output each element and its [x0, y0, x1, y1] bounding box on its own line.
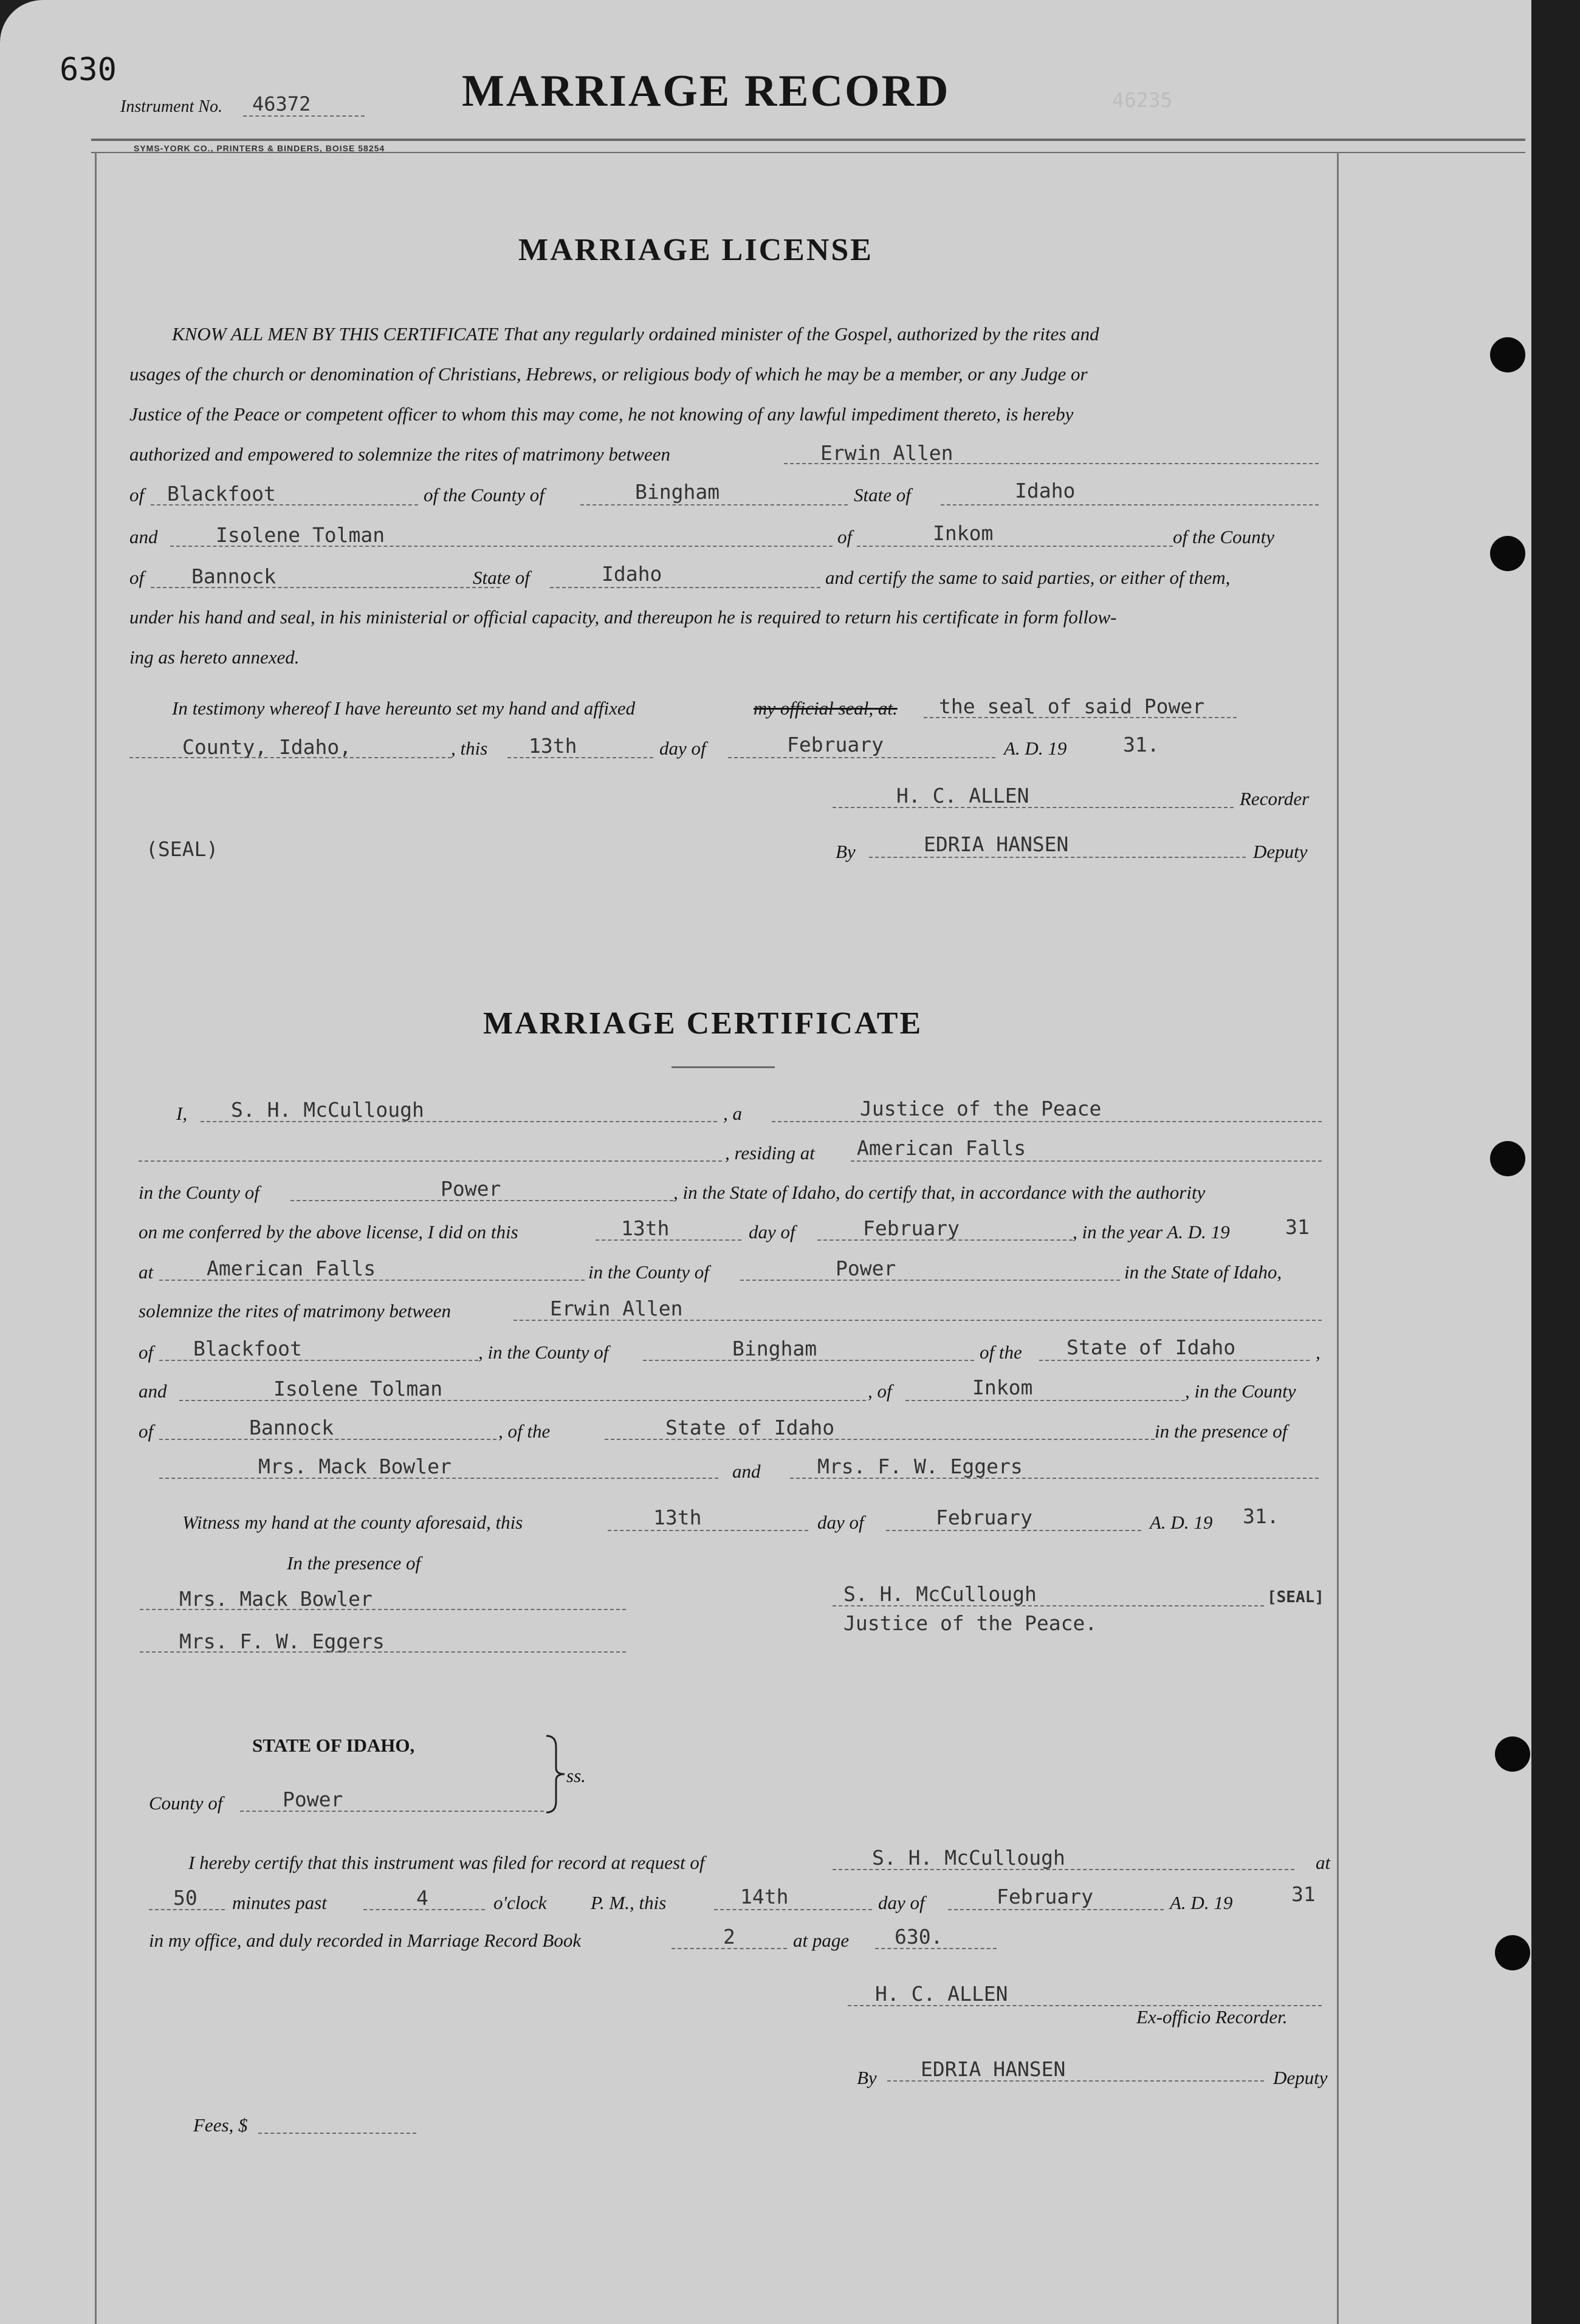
- signing-witness-two: Mrs. F. W. Eggers: [179, 1630, 385, 1653]
- certificate-bride-state: State of Idaho: [665, 1416, 835, 1439]
- punch-hole: [1495, 1736, 1530, 1772]
- fill-line: [784, 463, 1319, 464]
- in-presence-label: In the presence of: [287, 1552, 421, 1574]
- fill-line: [772, 1121, 1322, 1122]
- fill-line: [159, 1439, 496, 1440]
- label: minutes past: [232, 1892, 327, 1913]
- fill-line: [941, 504, 1319, 506]
- label: , this: [451, 738, 488, 759]
- filing-deputy-name: EDRIA HANSEN: [921, 2057, 1066, 2081]
- filing-county: Power: [283, 1788, 343, 1811]
- witness-year: 31.: [1243, 1504, 1279, 1528]
- signature-line: [887, 2080, 1264, 2082]
- recorder-label: Recorder: [1240, 788, 1310, 809]
- witness-day: 13th: [653, 1506, 702, 1529]
- fill-line: [886, 1530, 1141, 1531]
- testimony-fill: the seal of said Power: [939, 694, 1205, 718]
- label: of: [837, 526, 853, 547]
- label: solemnize the rites of matrimony between: [139, 1300, 451, 1321]
- signature-line: [833, 807, 1234, 808]
- label: P. M., this: [591, 1892, 667, 1913]
- fill-line: [159, 1280, 585, 1281]
- fill-line: [159, 1360, 478, 1361]
- license-bride-state: Idaho: [602, 562, 662, 586]
- page-title: MARRIAGE RECORD: [462, 66, 950, 116]
- label: , in the County: [1185, 1380, 1296, 1402]
- fill-line: [129, 757, 452, 758]
- certificate-bride-county: Bannock: [249, 1416, 334, 1439]
- label: of the County of: [424, 484, 544, 506]
- fill-line: [258, 2133, 416, 2134]
- label: and: [129, 526, 158, 547]
- recorder-name: H. C. ALLEN: [896, 784, 1029, 807]
- fill-line: [605, 1439, 1155, 1440]
- fill-line: [201, 1121, 717, 1122]
- punch-hole: [1490, 536, 1525, 571]
- certificate-groom-city: Blackfoot: [193, 1337, 302, 1360]
- label: , in the year A. D. 19: [1073, 1221, 1230, 1243]
- signing-witness-one: Mrs. Mack Bowler: [179, 1587, 373, 1611]
- ceremony-place: American Falls: [207, 1256, 376, 1280]
- license-bride-name: Isolene Tolman: [216, 523, 385, 547]
- label: on me conferred by the above license, I did on this: [139, 1221, 518, 1243]
- label: day of: [659, 738, 706, 759]
- label: of: [129, 484, 145, 506]
- fill-line: [159, 1478, 718, 1479]
- fill-line: [151, 587, 500, 588]
- label: day of: [817, 1512, 864, 1533]
- witness-two: Mrs. F. W. Eggers: [817, 1455, 1023, 1478]
- label: of the County: [1173, 526, 1275, 547]
- certificate-day: 13th: [621, 1216, 670, 1240]
- label: at: [139, 1261, 154, 1283]
- fill-line: [240, 1811, 544, 1812]
- fill-line: [790, 1478, 1319, 1479]
- fill-line: [857, 546, 1173, 547]
- header-rule: [91, 139, 1525, 141]
- license-day: 13th: [529, 734, 577, 758]
- signature-line: [869, 857, 1246, 858]
- fill-line: [580, 504, 848, 506]
- deputy-title: Deputy: [1273, 2067, 1328, 2088]
- right-margin-rule: [1337, 152, 1339, 2324]
- testimony-text: In testimony whereof I have hereunto set my hand and affixed: [172, 698, 636, 719]
- license-groom-city: Blackfoot: [167, 482, 276, 506]
- fill-line: [596, 1239, 741, 1241]
- instrument-underline: [243, 115, 365, 117]
- fill-line: [905, 1400, 1185, 1401]
- certificate-county: Power: [441, 1177, 501, 1201]
- officiant-signature: S. H. McCullough: [843, 1582, 1037, 1606]
- officiant-residence: American Falls: [857, 1136, 1026, 1160]
- fill-line: [672, 1948, 787, 1949]
- license-bride-county: Bannock: [191, 564, 276, 588]
- instrument-number: 46372: [252, 92, 311, 115]
- label: day of: [749, 1221, 795, 1243]
- fill-line: [507, 757, 653, 758]
- label: , residing at: [725, 1142, 815, 1164]
- label: and: [139, 1380, 167, 1402]
- label: in the presence of: [1155, 1421, 1288, 1442]
- label: of: [129, 567, 145, 588]
- label: I,: [176, 1103, 188, 1124]
- fill-line: [179, 1400, 866, 1401]
- filing-recorder-name: H. C. ALLEN: [875, 1982, 1008, 2006]
- fill-line: [924, 717, 1237, 718]
- license-paragraph-line: under his hand and seal, in his ministerial or official capacity, and thereupon he is required to return his certificate in form follow-: [129, 606, 1117, 628]
- fill-line: [740, 1280, 1120, 1281]
- fill-line: [948, 1909, 1164, 1910]
- license-heading: MARRIAGE LICENSE: [518, 233, 873, 267]
- fill-line: [817, 1239, 1073, 1241]
- record-page: 630.: [895, 1925, 943, 1949]
- filing-hour: 4: [416, 1886, 428, 1910]
- label: State of: [854, 484, 911, 506]
- label: By: [857, 2067, 877, 2088]
- label: State of: [473, 567, 530, 588]
- deputy-name: EDRIA HANSEN: [924, 832, 1069, 856]
- license-paragraph-line: ing as hereto annexed.: [129, 646, 300, 668]
- record-book: 2: [723, 1925, 735, 1949]
- label: and certify the same to said parties, or either of them,: [825, 567, 1231, 588]
- fill-line: [151, 504, 418, 506]
- left-margin-rule: [95, 152, 97, 2324]
- label: of: [139, 1342, 154, 1363]
- page-number: 630: [60, 52, 117, 88]
- label: ,: [1316, 1342, 1321, 1363]
- label: in the County of: [588, 1261, 709, 1283]
- label: By: [836, 841, 856, 862]
- label: in the County of: [139, 1182, 259, 1203]
- certificate-year: 31: [1285, 1215, 1310, 1239]
- signature-line: [140, 1609, 626, 1610]
- fill-line: [875, 1948, 997, 1949]
- bleed-through-number: 46235: [1112, 88, 1173, 112]
- fill-line: [833, 1869, 1294, 1870]
- label: of: [139, 1421, 154, 1442]
- fill-line: [363, 1909, 485, 1910]
- label: day of: [878, 1892, 925, 1913]
- label: A. D. 19: [1170, 1892, 1233, 1913]
- ss-label: ss.: [566, 1765, 586, 1786]
- testimony-fill-continued: County, Idaho,: [182, 735, 352, 759]
- fill-line: [728, 757, 995, 758]
- label: in the State of Idaho,: [1124, 1261, 1282, 1283]
- fill-line: [851, 1160, 1322, 1162]
- filing-month: February: [997, 1885, 1093, 1908]
- fees-label: Fees, $: [193, 2114, 248, 2136]
- punch-hole: [1490, 1141, 1525, 1176]
- label: County of: [149, 1792, 223, 1814]
- fill-line: [550, 587, 820, 588]
- fill-line: [514, 1320, 1322, 1321]
- filing-year: 31: [1291, 1882, 1316, 1906]
- label: at page: [793, 1930, 850, 1951]
- label: and: [732, 1461, 761, 1482]
- certificate-bride-city: Inkom: [972, 1376, 1033, 1399]
- certificate-month: February: [863, 1216, 960, 1240]
- license-year: 31.: [1123, 733, 1159, 756]
- certificate-groom-name: Erwin Allen: [550, 1297, 683, 1320]
- ceremony-county: Power: [836, 1256, 896, 1280]
- instrument-label: Instrument No.: [120, 97, 222, 116]
- certificate-groom-state: State of Idaho: [1066, 1335, 1236, 1359]
- heading-rule: [672, 1066, 775, 1068]
- label: A. D. 19: [1150, 1512, 1213, 1533]
- printer-credit: SYMS-YORK CO., PRINTERS & BINDERS, BOISE 58254: [134, 143, 385, 153]
- fill-line: [170, 546, 833, 547]
- label: A. D. 19: [1004, 738, 1067, 759]
- seal-text: (SEAL): [146, 837, 219, 861]
- state-label: STATE OF IDAHO,: [252, 1735, 415, 1756]
- label: , in the County of: [478, 1342, 609, 1363]
- deputy-label: Deputy: [1253, 841, 1308, 862]
- officiant-office: Justice of the Peace: [860, 1097, 1102, 1120]
- license-groom-name: Erwin Allen: [820, 441, 953, 465]
- license-bride-city: Inkom: [933, 521, 994, 545]
- fill-line: [714, 1909, 872, 1910]
- punch-hole: [1490, 337, 1525, 372]
- label: , a: [723, 1103, 742, 1124]
- license-paragraph-line: Justice of the Peace or competent officer to whom this may come, he not knowing of any lawful impediment thereto, is hereby: [129, 403, 1074, 425]
- certificate-heading: MARRIAGE CERTIFICATE: [483, 1006, 923, 1041]
- certificate-groom-county: Bingham: [732, 1337, 817, 1360]
- label: I hereby certify that this instrument was filed for record at request of: [188, 1852, 705, 1873]
- filing-minutes: 50: [173, 1886, 197, 1910]
- officiant-title: Justice of the Peace.: [843, 1611, 1097, 1635]
- certificate-bride-name: Isolene Tolman: [273, 1377, 443, 1400]
- fill-line: [608, 1530, 808, 1531]
- seal-label: [SEAL]: [1267, 1588, 1324, 1606]
- signature-line: [140, 1651, 626, 1653]
- label: Witness my hand at the county aforesaid, this: [182, 1512, 523, 1533]
- filing-requester: S. H. McCullough: [872, 1846, 1065, 1870]
- fill-line: [1039, 1360, 1310, 1361]
- filing-day: 14th: [740, 1885, 789, 1908]
- label: in my office, and duly recorded in Marriage Record Book: [149, 1930, 582, 1951]
- struck-text: my official seal, at.: [754, 698, 898, 719]
- label: , of the: [498, 1421, 551, 1442]
- witness-one: Mrs. Mack Bowler: [258, 1455, 452, 1478]
- recorder-title: Ex-officio Recorder.: [1136, 2006, 1288, 2028]
- label: at: [1316, 1852, 1331, 1873]
- label: of the: [980, 1342, 1022, 1363]
- fill-line: [139, 1160, 722, 1162]
- label: , in the State of Idaho, do certify that, in accordance with the authority: [673, 1182, 1206, 1203]
- license-paragraph-line: KNOW ALL MEN BY THIS CERTIFICATE That any regularly ordained minister of the Gospel, authorized by the rites and: [172, 323, 1099, 344]
- license-month: February: [787, 733, 884, 756]
- license-paragraph-line: usages of the church or denomination of Christians, Hebrews, or religious body of which he may be a member, or any Judge or: [129, 363, 1088, 385]
- fill-line: [290, 1200, 673, 1201]
- label: o'clock: [493, 1892, 547, 1913]
- fill-line: [643, 1360, 974, 1361]
- license-groom-state: Idaho: [1015, 479, 1076, 502]
- label: , of: [868, 1380, 892, 1402]
- license-groom-county: Bingham: [635, 480, 720, 504]
- officiant-name: S. H. McCullough: [231, 1098, 424, 1122]
- license-paragraph-line: authorized and empowered to solemnize the rites of matrimony between: [129, 444, 670, 465]
- punch-hole: [1495, 1935, 1530, 1970]
- signature-line: [833, 1605, 1264, 1606]
- fill-line: [149, 1909, 225, 1910]
- witness-month: February: [936, 1506, 1032, 1529]
- bracket: [544, 1735, 568, 1814]
